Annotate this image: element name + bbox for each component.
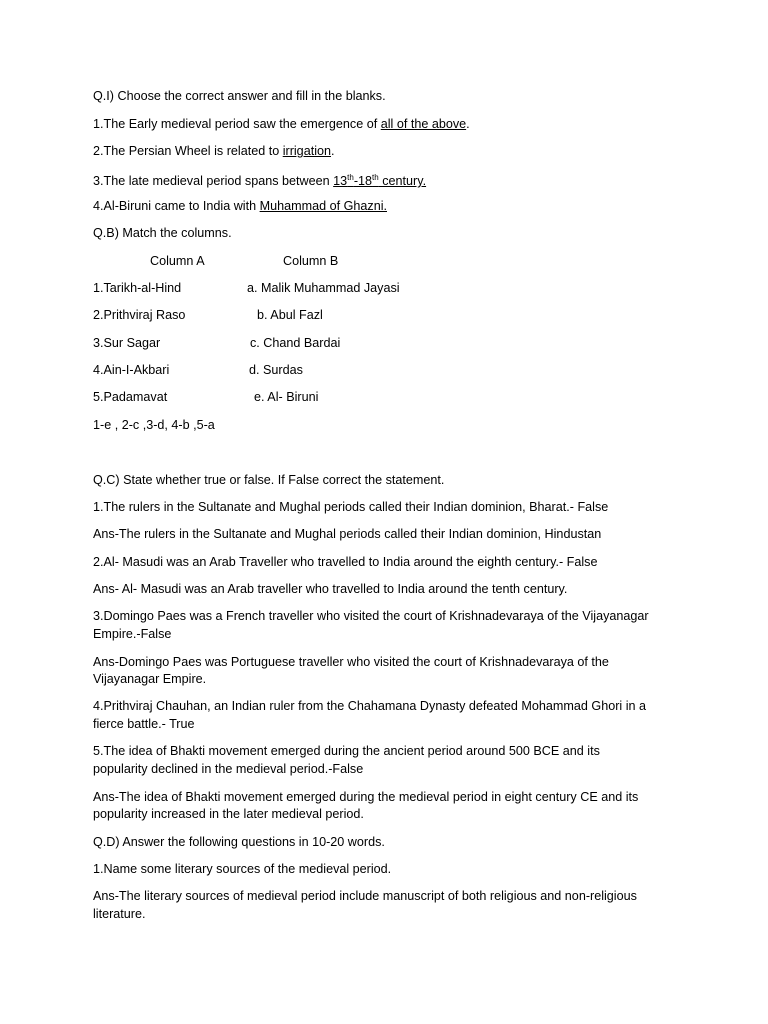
fill-blank-1-text: 1.The Early medieval period saw the emergence of bbox=[93, 117, 381, 131]
fill-blank-3-sup-b: th bbox=[372, 173, 379, 182]
tf-line: 5.The idea of Bhakti movement emerged during the ancient period around 500 BCE and its bbox=[93, 744, 600, 758]
fill-blank-1-suffix: . bbox=[466, 117, 470, 131]
tf-line: Ans- Al- Masudi was an Arab traveller who travelled to India around the tenth century. bbox=[93, 582, 568, 596]
tf-line: fierce battle.- True bbox=[93, 717, 195, 731]
fill-blank-1 bbox=[93, 116, 470, 132]
match-answer: 1-e , 2-c ,3-d, 4-b ,5-a bbox=[93, 418, 215, 432]
tf-line: Ans-The rulers in the Sultanate and Mughal periods called their Indian dominion, Hindustan bbox=[93, 527, 602, 541]
match-a-2: 2.Prithviraj Raso bbox=[93, 308, 186, 322]
tf-line: 2.Al- Masudi was an Arab Traveller who travelled to India around the eighth century.- False bbox=[93, 555, 598, 569]
section-d-heading: Q.D) Answer the following questions in 10-20 words. bbox=[93, 835, 385, 849]
section-b-heading: Q.B) Match the columns. bbox=[93, 226, 232, 240]
fill-blank-2-answer: irrigation bbox=[282, 144, 331, 158]
tf-line: 1.The rulers in the Sultanate and Mughal periods called their Indian dominion, Bharat.- False bbox=[93, 500, 609, 514]
fill-blank-4-answer: Muhammad of Ghazni. bbox=[259, 199, 387, 213]
match-a-1: 1.Tarikh-al-Hind bbox=[93, 281, 182, 295]
column-a-header: Column A bbox=[150, 254, 205, 268]
fill-blank-4-text: 4.Al-Biruni came to India with bbox=[93, 199, 260, 213]
fill-blank-2-suffix: . bbox=[331, 144, 335, 158]
fill-blank-1-answer: all of the above bbox=[380, 117, 467, 131]
fill-blank-3-answer bbox=[333, 174, 426, 188]
match-b-2: b. Abul Fazl bbox=[257, 308, 323, 322]
section-a-heading: Q.I) Choose the correct answer and fill in the blanks. bbox=[93, 89, 386, 103]
column-b-header: Column B bbox=[283, 254, 339, 268]
match-b-3: c. Chand Bardai bbox=[250, 336, 341, 350]
tf-line: popularity increased in the later medieval period. bbox=[93, 807, 364, 821]
fill-blank-3 bbox=[93, 170, 426, 189]
match-a-4: 4.Ain-I-Akbari bbox=[93, 363, 170, 377]
tf-line: 3.Domingo Paes was a French traveller who visited the court of Krishnadevaraya of the Vijayanagar bbox=[93, 609, 649, 623]
match-a-3: 3.Sur Sagar bbox=[93, 336, 161, 350]
answer-line: Ans-The literary sources of medieval period include manuscript of both religious and non-religious bbox=[93, 889, 637, 903]
tf-line: Empire.-False bbox=[93, 627, 172, 641]
fill-blank-3-answer-b: century. bbox=[378, 174, 427, 189]
tf-line: 4.Prithviraj Chauhan, an Indian ruler from the Chahamana Dynasty defeated Mohammad Ghori in a bbox=[93, 699, 647, 713]
fill-blank-4 bbox=[93, 198, 387, 214]
tf-line: Ans-Domingo Paes was Portuguese traveller who visited the court of Krishnadevaraya of the bbox=[93, 655, 609, 669]
tf-line: Ans-The idea of Bhakti movement emerged during the medieval period in eight century CE and its bbox=[93, 790, 639, 804]
fill-blank-2 bbox=[93, 143, 335, 159]
fill-blank-2-text: 2.The Persian Wheel is related to bbox=[93, 144, 283, 158]
match-b-4: d. Surdas bbox=[249, 363, 303, 377]
match-b-5: e. Al- Biruni bbox=[254, 390, 319, 404]
fill-blank-3-text: 3.The late medieval period spans between bbox=[93, 174, 334, 189]
match-a-5: 5.Padamavat bbox=[93, 390, 168, 404]
tf-line: popularity declined in the medieval period.-False bbox=[93, 762, 364, 776]
question-line: 1.Name some literary sources of the medieval period. bbox=[93, 862, 392, 876]
tf-line: Vijayanagar Empire. bbox=[93, 672, 207, 686]
answer-line: literature. bbox=[93, 907, 146, 921]
fill-blank-3-answer-a: 13 bbox=[333, 174, 348, 189]
section-c-heading: Q.C) State whether true or false. If False correct the statement. bbox=[93, 473, 445, 487]
fill-blank-3-sup-a: th bbox=[347, 173, 354, 182]
match-b-1: a. Malik Muhammad Jayasi bbox=[247, 281, 400, 295]
fill-blank-3-answer-mid: -18 bbox=[353, 174, 373, 189]
